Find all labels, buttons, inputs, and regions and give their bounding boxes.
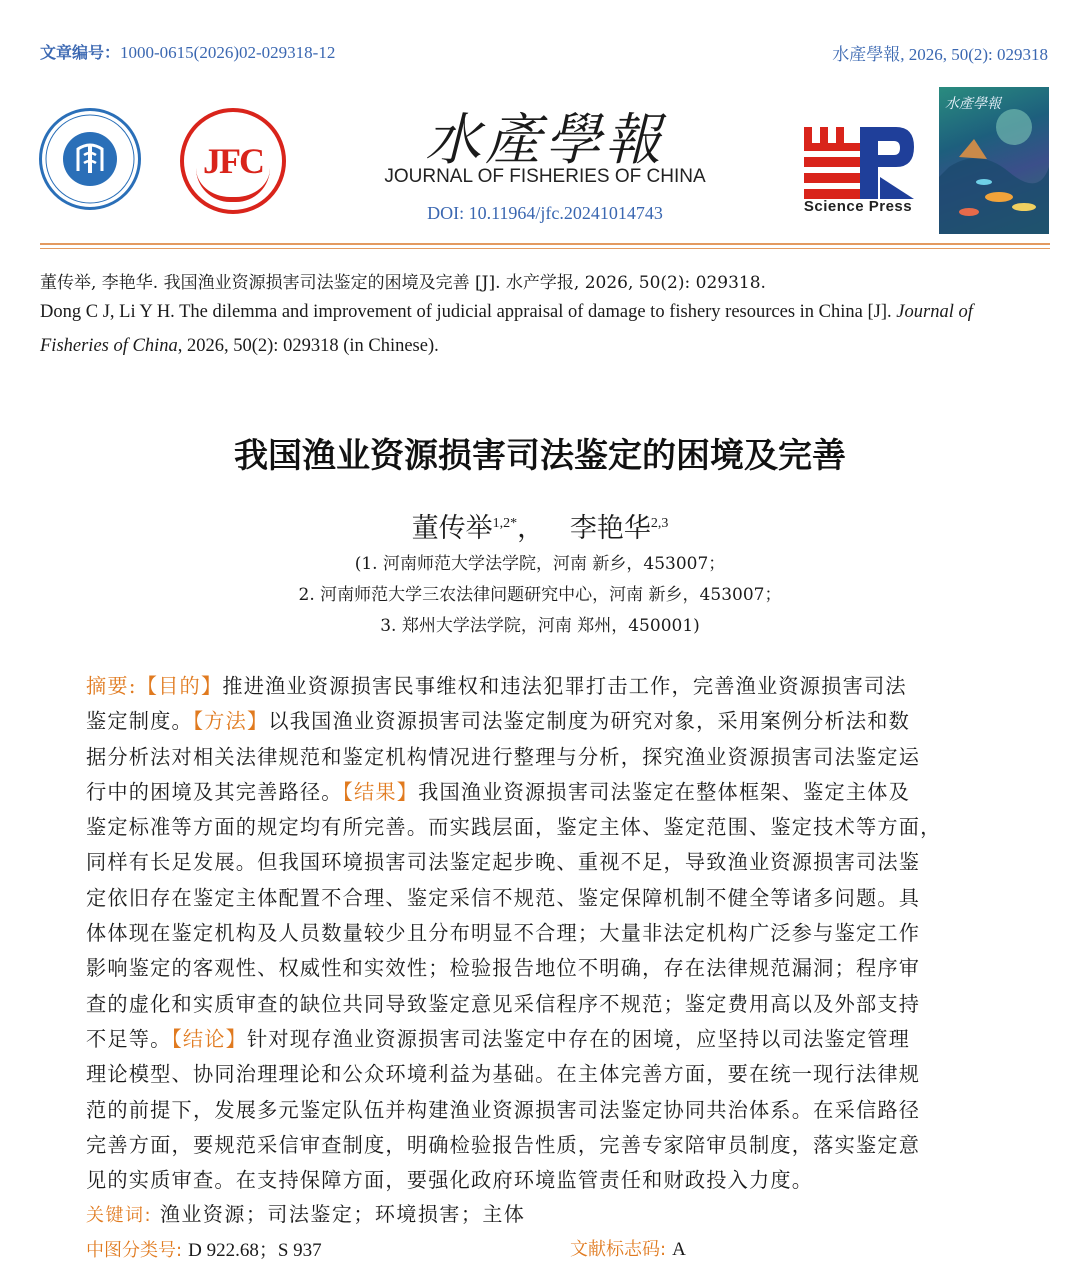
paper-title: 我国渔业资源损害司法鉴定的困境及完善 (234, 436, 846, 476)
journal-citation-top: 水產學報, 2026, 50(2): 029318 (832, 45, 1048, 64)
section-label-result: 【结果】 (342, 779, 419, 804)
abstract-label: 摘要: (86, 674, 137, 698)
abstract-text: 理论模型、协同治理理论和公众环境利益为基础。在主体完善方面，要在统一现行法律规 (86, 1062, 921, 1087)
jfc-logo (180, 108, 286, 214)
citation-english-line1 (40, 302, 973, 323)
society-logo (39, 108, 141, 210)
citation-english-journal-cont: Fisheries of China (40, 336, 178, 356)
science-press-label: Science Press (803, 198, 913, 215)
society-logo-emblem (42, 111, 138, 207)
article-number-value: 1000-0615(2026)02-029318-12 (120, 43, 336, 62)
abstract-text: 以我国渔业资源损害司法鉴定制度为研究对象，采用案例分析法和数 (268, 709, 911, 734)
author-name: 李艳华 (569, 513, 651, 544)
journal-en-title: JOURNAL OF FISHERIES OF CHINA (384, 166, 706, 187)
abstract-text: 查的虚化和实质审查的缺位共同导致鉴定意见采信程序不规范；鉴定费用高以及外部支持 (86, 991, 921, 1016)
abstract-text: 体体现在鉴定机构及人员数量较少且分布明显不合理；大量非法定机构广泛参与鉴定工作 (86, 921, 921, 946)
abstract-text: 据分析法对相关法律规范和鉴定机构情况进行整理与分析，探究渔业资源损害司法鉴定运 (86, 744, 921, 769)
jfc-logo-arc (196, 168, 270, 202)
abstract-text: 不足等。 (86, 1026, 172, 1051)
abstract-text: 定依旧存在鉴定主体配置不合理、鉴定采信不规范、鉴定保障机制不健全等诸多问题。具 (86, 885, 921, 910)
abstract-text: 同样有长足发展。但我国环境损害司法鉴定起步晚、重视不足，导致渔业资源损害司法鉴 (86, 850, 921, 875)
doc-code-value: A (672, 1239, 686, 1260)
keywords (86, 1198, 525, 1227)
abstract-text: 鉴定标准等方面的规定均有所完善。而实践层面，鉴定主体、鉴定范围、鉴定技术等方面， (86, 815, 942, 840)
author-affiliation-mark: 1,2* (492, 516, 518, 531)
abstract-text: 影响鉴定的客观性、权威性和实效性；检验报告地位不明确，存在法律规范漏洞；程序审 (86, 956, 921, 981)
author-name: 董传举 (411, 513, 493, 544)
abstract (86, 669, 1002, 1198)
keywords-value: 渔业资源；司法鉴定；环境损害；主体 (159, 1202, 526, 1226)
section-label-purpose: 【目的】 (136, 674, 223, 698)
citation-english-tail: , 2026, 50(2): 029318 (in Chinese). (177, 336, 439, 356)
society-logo-text (42, 111, 43, 112)
abstract-text: 我国渔业资源损害司法鉴定在整体框架、鉴定主体及 (418, 779, 911, 804)
jfc-logo-text: JFC (203, 141, 263, 181)
journal-cn-title: 水產學報 (425, 108, 665, 173)
abstract-text: 行中的困境及其完善路径。 (86, 779, 343, 804)
authors (0, 506, 1080, 545)
author-separator: ， (517, 513, 545, 544)
abstract-text: 见的实质审查。在支持保障方面，要强化政府环境监管责任和财政投入力度。 (86, 1168, 814, 1193)
article-number (40, 40, 335, 63)
clc-label: 中图分类号: (86, 1240, 183, 1261)
cover-title: 水產學報 (945, 96, 1001, 112)
clc-number (86, 1235, 322, 1262)
abstract-text: 范的前提下，发展多元鉴定队伍并构建渔业资源损害司法鉴定协同共治体系。在采信路径 (86, 1097, 921, 1122)
document-code (570, 1235, 686, 1261)
affiliation: 3. 郑州大学法学院，河南 郑州，450001) (380, 616, 700, 636)
affiliation: 2. 河南师范大学三农法律问题研究中心，河南 新乡，453007； (298, 585, 782, 605)
citation-english-journal: Journal of (896, 302, 973, 322)
clc-value: D 922.68；S 937 (188, 1240, 322, 1261)
citation-english-text: Dong C J, Li Y H. The dilemma and improvement of judicial appraisal of damage to fishery resources in China [J]. (40, 302, 897, 322)
keywords-label: 关键词: (86, 1205, 153, 1226)
abstract-text: 推进渔业资源损害民事维权和违法犯罪打击工作，完善渔业资源损害司法 (222, 674, 907, 698)
section-label-method: 【方法】 (192, 709, 269, 734)
citation-chinese: 董传举, 李艳华. 我国渔业资源损害司法鉴定的困境及完善 [J]. 水产学报, 2026, 50(2): 029318. (40, 273, 766, 293)
doc-code-label: 文献标志码: (570, 1239, 667, 1260)
header-rule-thin (40, 248, 1050, 249)
citation-english-line2 (40, 336, 439, 357)
abstract-text: 完善方面，要规范采信审查制度，明确检验报告性质，完善专家陪审员制度，落实鉴定意 (86, 1132, 921, 1157)
section-label-conclusion: 【结论】 (171, 1026, 248, 1051)
article-number-label: 文章编号： (40, 43, 121, 62)
affiliation: (1. 河南师范大学法学院，河南 新乡，453007； (354, 554, 726, 574)
abstract-text: 针对现存渔业资源损害司法鉴定中存在的困境，应坚持以司法鉴定管理 (247, 1026, 911, 1051)
author-affiliation-mark: 2,3 (650, 516, 669, 531)
abstract-text: 鉴定制度。 (86, 709, 193, 734)
header-rule (40, 243, 1050, 245)
cover-illustration (939, 87, 1049, 234)
journal-cover-image (939, 87, 1049, 234)
doi-link[interactable]: DOI: 10.11964/jfc.20241014743 (427, 203, 663, 223)
